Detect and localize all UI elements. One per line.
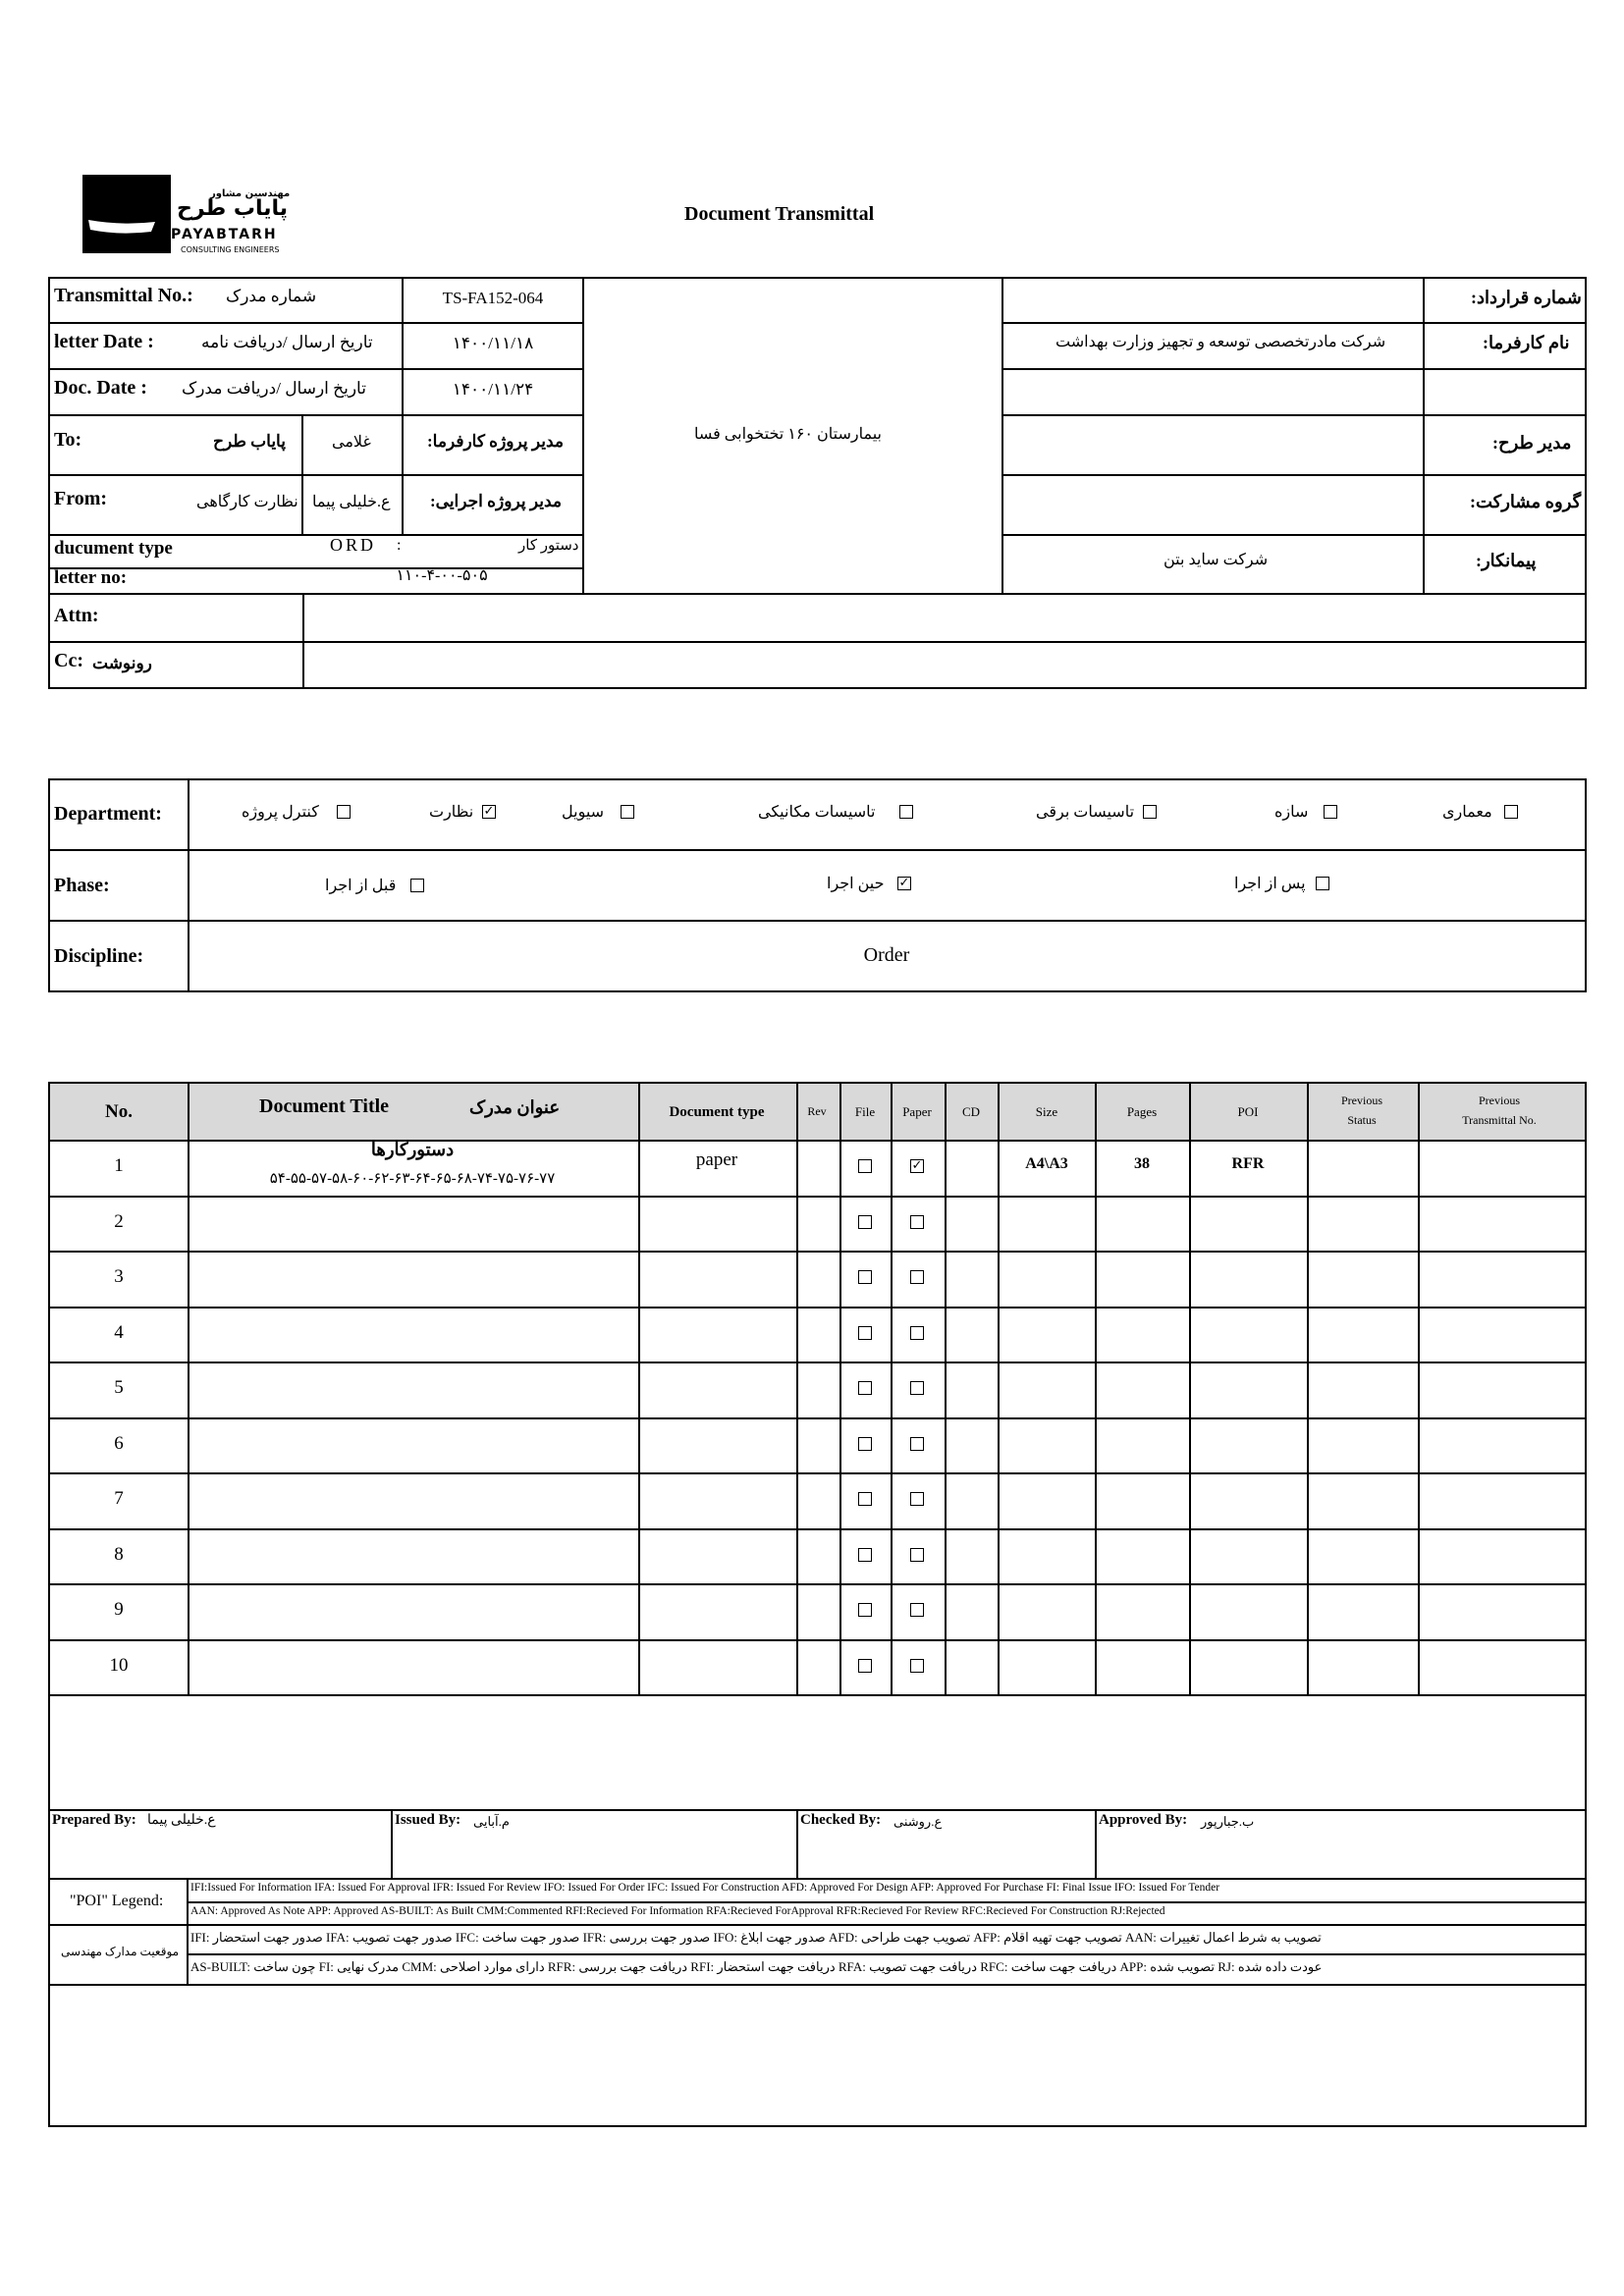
file-checkbox[interactable] [858,1492,872,1506]
logo-company-fa-top: مهندسین مشاور [210,188,291,199]
table-row-divider [48,1694,1587,1696]
doc-type-fa: دستور کار [518,538,579,554]
logo-company-en: PAYABTARH [171,227,278,242]
paper-checkbox[interactable] [910,1437,924,1451]
header-no: No. [105,1101,133,1122]
contractor-label: پیمانکار: [1476,551,1537,570]
legend-line-1: IFI:Issued For Information IFA: Issued For Approval IFR: Issued For Review IFO: Issued For Order IFC: Issued For Construction AFD: Approved For Design AFP: Approved For Purchase FI: Final Issue IFO: Issued For Tender [190,1882,1220,1894]
from-pm: ع.خلیلی پیما [312,494,391,510]
table-row-divider [48,1583,1587,1585]
letter-date: ۱۴۰۰/۱۱/۱۸ [452,334,534,352]
table-column-divider [1095,1082,1097,1694]
option-label: قبل از اجرا [325,878,397,894]
table-column-divider [998,1082,1000,1694]
letter-no: ۱۱۰-۴-۰۰-۵۰۵ [396,567,488,584]
discipline-label: Discipline: [54,945,144,967]
header-prev-status-2: Status [1347,1113,1377,1127]
paper-checkbox[interactable] [910,1659,924,1673]
checkbox[interactable]: ✓ [898,876,910,890]
discipline-value: Order [863,944,910,966]
checkbox[interactable] [1324,805,1337,819]
poi-legend-label: "POI" Legend: [70,1893,164,1909]
row-title-fa: دستورکارها [370,1140,455,1159]
logo-company-fa: پایاب طرح [177,196,289,221]
option-label: تاسیسات مکانیکی [758,804,876,821]
to-pm-label: مدیر پروژه کارفرما: [427,432,565,451]
row-number: 4 [114,1322,124,1343]
header-pages: Pages [1126,1104,1158,1119]
option-label: سازه [1274,804,1309,821]
checked-by: ع.روشنی [893,1814,943,1829]
row-doc-type: paper [695,1149,738,1170]
phase-label: Phase: [54,875,110,896]
issued-by-label: Issued By: [395,1812,461,1828]
header-title-fa: عنوان مدرک [469,1097,561,1117]
from-pm-label: مدیر پروژه اجرایی: [430,492,562,510]
letter-no-label: letter no: [54,567,128,588]
doc-type-label: ducument type [54,538,173,559]
table-column-divider [891,1082,893,1694]
paper-checkbox[interactable]: ✓ [911,1158,923,1173]
from-value: نظارت کارگاهی [196,494,298,510]
transmittal-no-label-fa: شماره مدرک [226,287,317,305]
checked-by-label: Checked By: [800,1812,882,1828]
row-number: 2 [114,1211,124,1232]
paper-checkbox[interactable] [910,1492,924,1506]
table-row-divider [48,1417,1587,1419]
option-label: کنترل پروژه [242,804,319,821]
approved-by-label: Approved By: [1099,1812,1188,1828]
table-row-divider [48,1251,1587,1253]
page-title: Document Transmittal [684,203,875,225]
paper-checkbox[interactable] [910,1215,924,1229]
paper-checkbox[interactable] [910,1548,924,1562]
contractor-value: شرکت ساید بتن [1164,552,1269,568]
option-label: سیویل [562,804,605,821]
file-checkbox[interactable] [858,1326,872,1340]
row-number: 7 [114,1488,124,1509]
file-checkbox[interactable] [858,1215,872,1229]
from-label: From: [54,488,108,509]
contract-no-label: شماره قرارداد: [1471,288,1582,307]
doc-date-label: Doc. Date : [54,377,147,399]
header-doc-type: Document type [669,1104,765,1120]
company-logo [82,175,298,253]
header-rev: Rev [807,1104,827,1118]
to-value: پایاب طرح [213,432,286,451]
table-column-divider [1189,1082,1191,1694]
header-file: File [854,1104,876,1119]
checkbox[interactable] [899,805,913,819]
table-row-divider [48,1196,1587,1198]
logo-tagline: CONSULTING ENGINEERS [181,245,280,254]
option-label: تاسیسات برقی [1036,804,1135,821]
checkbox[interactable] [337,805,351,819]
option-label: حین اجرا [827,876,885,892]
paper-checkbox[interactable] [910,1603,924,1617]
option-label: پس از اجرا [1234,876,1306,892]
employer-label: نام کارفرما: [1483,333,1570,352]
row-number: 1 [114,1155,124,1176]
table-row-divider [48,1528,1587,1530]
employer-value: شرکت مادرتخصصی توسعه و تجهیز وزارت بهداشت [1056,334,1386,350]
logo-mark [82,175,171,253]
file-checkbox[interactable] [858,1603,872,1617]
header-paper: Paper [902,1104,932,1119]
file-checkbox[interactable] [858,1381,872,1395]
paper-checkbox[interactable] [910,1270,924,1284]
checkbox[interactable] [1143,805,1157,819]
header-prev-trans-2: Transmittal No. [1462,1113,1537,1127]
row-size: A4\A3 [1025,1155,1068,1172]
option-label: نظارت [429,804,474,821]
doc-date-label-fa: تاریخ ارسال /دریافت مدرک [182,379,366,398]
to-label: To: [54,429,82,451]
cc-label: Cc: [54,650,83,671]
attn-label: Attn: [54,605,99,626]
row-number: 9 [114,1599,124,1620]
header-cd: CD [961,1104,981,1119]
table-column-divider [839,1082,841,1694]
file-checkbox[interactable] [858,1548,872,1562]
table-column-divider [1418,1082,1420,1694]
approved-by: ب.جبارپور [1201,1814,1255,1829]
table-column-divider [638,1082,640,1694]
row-title-sub: ۵۴-۵۵-۵۷-۵۸-۶۰-۶۲-۶۳-۶۴-۶۵-۶۸-۷۴-۷۵-۷۶-۷۷ [269,1171,556,1187]
table-row-divider [48,1140,1587,1142]
design-manager-label: مدیر طرح: [1492,433,1572,453]
cc-label-fa: رونوشت [92,654,152,672]
header-title-en: Document Title [259,1095,390,1117]
row-poi: RFR [1231,1155,1265,1172]
row-number: 8 [114,1544,124,1565]
checkbox[interactable] [1316,877,1329,890]
doc-type-colon: : [397,537,402,554]
letter-date-label-fa: تاریخ ارسال /دریافت نامه [201,333,373,351]
table-column-divider [945,1082,947,1694]
fa-legend-line-1: IFI: صدور جهت استحضار IFA: صدور جهت تصویب IFC: صدور جهت ساخت IFR: صدور جهت بررسی IFO: صدور جهت ابلاغ AFD: تصویب جهت طراحی AFP: تصویب جهت تهیه اقلام AAN: تصویب به شرط اعمال تغییرات [190,1930,1322,1945]
header-prev-trans-1: Previous [1479,1094,1520,1107]
table-row-divider [48,1639,1587,1641]
transmittal-no-label: Transmittal No.: [54,285,193,306]
table-row-divider [48,1362,1587,1363]
to-pm: غلامی [332,434,371,451]
option-label: معماری [1442,804,1492,821]
file-checkbox[interactable] [858,1659,872,1673]
checkbox[interactable] [410,879,424,892]
paper-checkbox[interactable] [910,1326,924,1340]
file-checkbox[interactable] [858,1159,872,1173]
transmittal-no: TS-FA152-064 [442,289,544,307]
department-label: Department: [54,803,162,825]
legend-line-2: AAN: Approved As Note APP: Approved AS-BUILT: As Built CMM:Commented RFI:Recieved For Information RFA:Recieved ForApproval RFR:Recieved For Review RFC:Recieved For Construction RJ:Rejected [190,1905,1165,1917]
fa-legend-line-2: AS-BUILT: چون ساخت FI: مدرک نهایی CMM: دارای موارد اصلاحی RFR: دریافت جهت بررسی RFI: دریافت جهت استحضار RFA: دریافت جهت تصویب RFC: دریافت جهت ساخت APP: تصویب شده RJ: عودت داده شده [190,1959,1323,1974]
file-checkbox[interactable] [858,1270,872,1284]
header-prev-status-1: Previous [1341,1094,1382,1107]
project-name: بیمارستان ۱۶۰ تختخوابی فسا [694,426,883,443]
letter-date-label: letter Date : [54,331,154,352]
header-size: Size [1035,1104,1058,1119]
table-column-divider [1307,1082,1309,1694]
row-pages: 38 [1134,1155,1150,1172]
paper-checkbox[interactable] [910,1381,924,1395]
checkbox[interactable] [621,805,634,819]
checkbox[interactable] [1504,805,1518,819]
row-number: 10 [109,1655,129,1676]
file-checkbox[interactable] [858,1437,872,1451]
header-poi: POI [1237,1104,1259,1119]
doc-date: ۱۴۰۰/۱۱/۲۴ [452,380,534,399]
row-number: 6 [114,1433,124,1454]
table-column-divider [796,1082,798,1694]
table-row-divider [48,1472,1587,1474]
table-column-divider [188,1082,189,1694]
checkbox[interactable]: ✓ [483,804,495,819]
prepared-by-label: Prepared By: [52,1812,136,1828]
prepared-by: ع.خلیلی پیما [147,1813,216,1828]
row-number: 3 [114,1266,124,1287]
table-row-divider [48,1307,1587,1308]
status-label: موقعیت مدارک مهندسی [61,1945,180,1958]
doc-type-code: ORD [330,535,377,555]
issued-by: م.آبایی [473,1814,510,1829]
partnership-label: گروه مشارکت: [1470,492,1582,511]
row-number: 5 [114,1377,124,1398]
